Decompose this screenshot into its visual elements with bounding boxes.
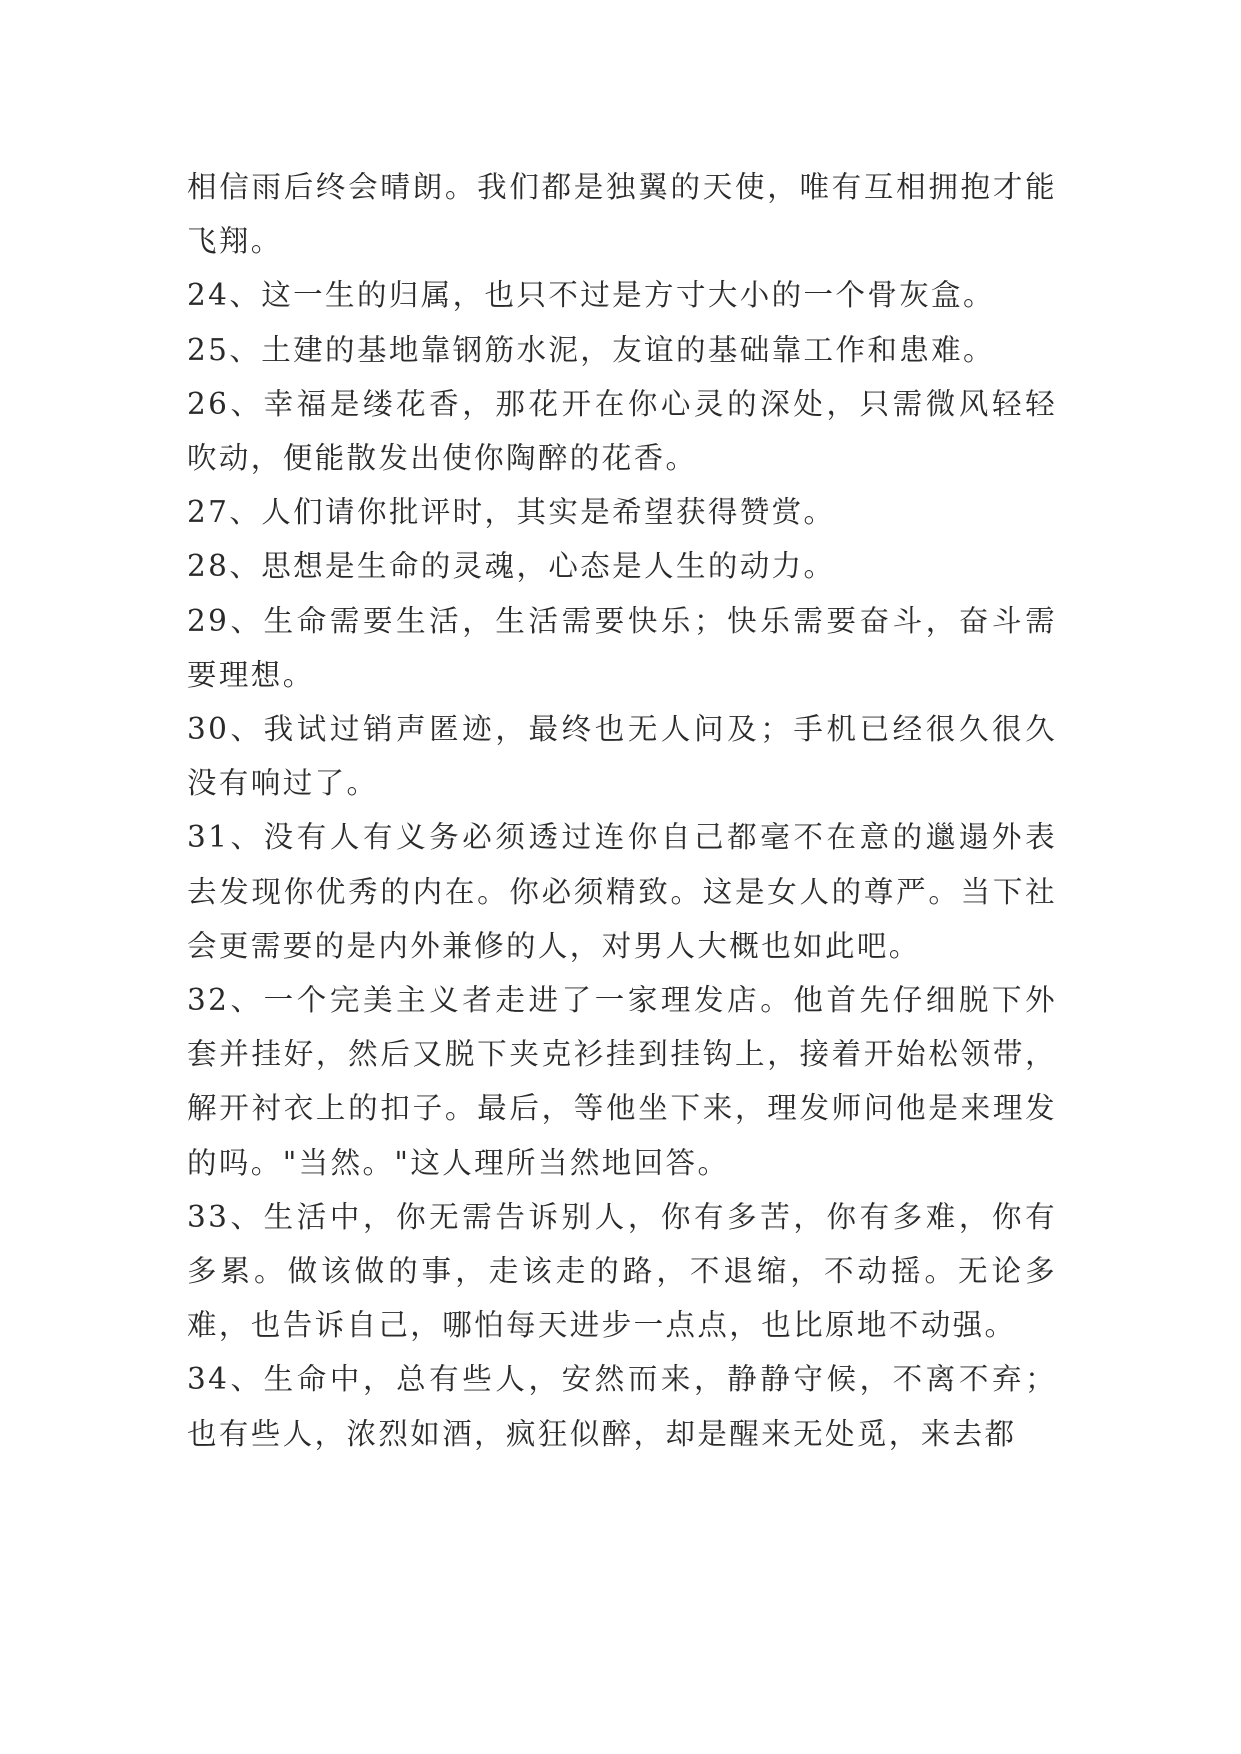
paragraph-32: 32、一个完美主义者走进了一家理发店。他首先仔细脱下外套并挂好，然后又脱下夹克衫挂到挂钩上，接着开始松领带，解开衬衣上的扣子。最后，等他坐下来，理发师问他是来理发的吗。"当然。"这人理所当然地回答。	[187, 983, 1057, 1180]
paragraph-26: 26、幸福是缕花香，那花开在你心灵的深处，只需微风轻轻吹动，便能散发出使你陶醉的花香。	[187, 386, 1057, 476]
paragraph-33: 33、生活中，你无需告诉别人，你有多苦，你有多难，你有多累。做该做的事，走该走的路，不退缩，不动摇。无论多难，也告诉自己，哪怕每天进步一点点，也比原地不动强。	[187, 1199, 1057, 1343]
document-body	[187, 160, 1057, 1461]
paragraph-34: 34、生命中，总有些人，安然而来，静静守候，不离不弃；也有些人，浓烈如酒，疯狂似醉，却是醒来无处觅，来去都	[187, 1362, 1057, 1451]
paragraph-29: 29、生命需要生活，生活需要快乐；快乐需要奋斗，奋斗需要理想。	[187, 603, 1057, 692]
paragraph-27: 27、人们请你批评时，其实是希望获得赞赏。	[187, 495, 836, 530]
paragraph-continued: 相信雨后终会晴朗。我们都是独翼的天使，唯有互相拥抱才能飞翔。	[187, 170, 1057, 259]
paragraph-30: 30、我试过销声匿迹，最终也无人问及；手机已经很久很久没有响过了。	[187, 712, 1057, 801]
paragraph-28: 28、思想是生命的灵魂，心态是人生的动力。	[187, 549, 836, 584]
paragraph-31: 31、没有人有义务必须透过连你自己都毫不在意的邋遢外表去发现你优秀的内在。你必须精致。这是女人的尊严。当下社会更需要的是内外兼修的人，对男人大概也如此吧。	[187, 820, 1057, 963]
paragraph-24: 24、这一生的归属，也只不过是方寸大小的一个骨灰盒。	[187, 278, 995, 313]
paragraph-25: 25、土建的基地靠钢筋水泥，友谊的基础靠工作和患难。	[187, 332, 995, 367]
